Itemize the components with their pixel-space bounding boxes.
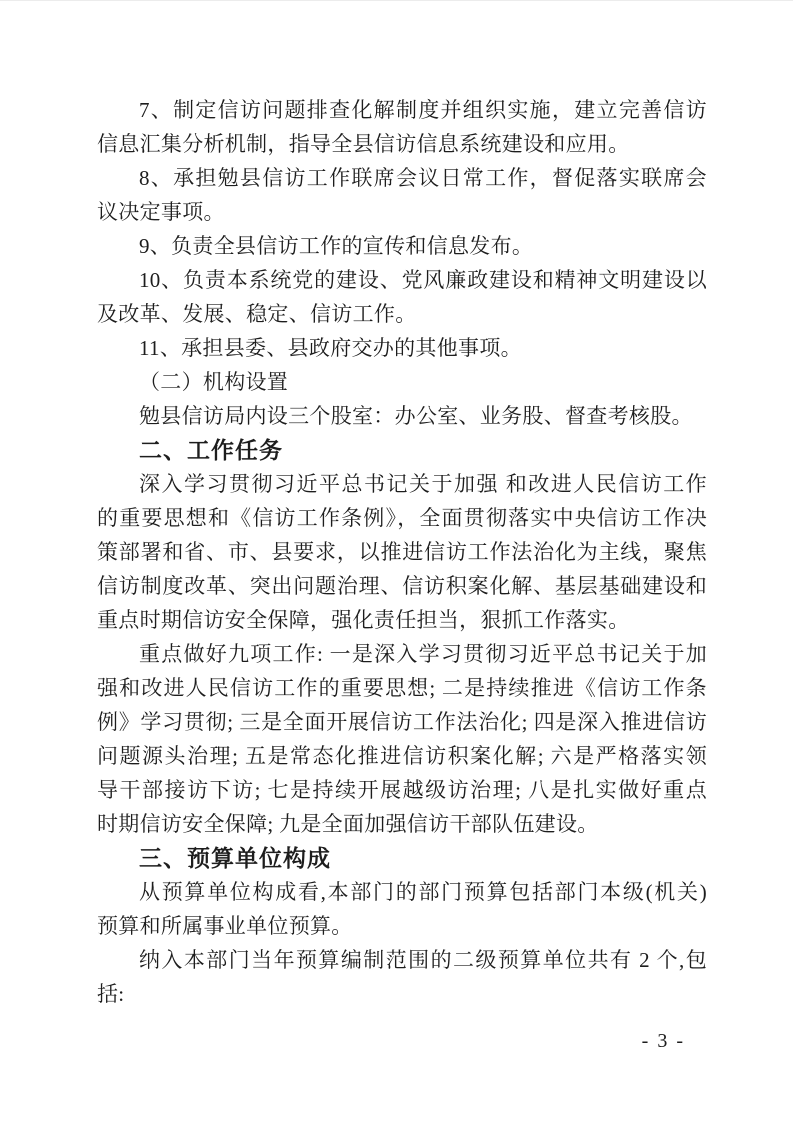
text-line: 重点时期信访安全保障，强化责任担当，狠抓工作落实。 xyxy=(97,608,630,632)
text-line: 10、负责本系统党的建设、党风廉政建设和精神文明建设以 xyxy=(139,268,707,292)
text-line: 及改革、发展、稳定、信访工作。 xyxy=(97,302,417,326)
text-line: 时期信访安全保障; 九是全面加强信访干部队伍建设。 xyxy=(97,812,599,836)
text-line: 预算和所属事业单位预算。 xyxy=(97,914,353,938)
text-line: 问题源头治理; 五是常态化推进信访积案化解; 六是严格落实领 xyxy=(97,744,707,768)
text-line: 的重要思想和《信访工作条例》，全面贯彻落实中央信访工作决 xyxy=(97,506,707,530)
text-line: 议决定事项。 xyxy=(97,200,225,224)
text-line: 策部署和省、市、县要求，以推进信访工作法治化为主线，聚焦 xyxy=(97,540,707,564)
text-line: 8、承担勉县信访工作联席会议日常工作，督促落实联席会 xyxy=(139,166,707,190)
text-line: 重点做好九项工作: 一是深入学习贯彻习近平总书记关于加 xyxy=(139,642,707,666)
page-number: - 3 - xyxy=(641,1030,685,1052)
document-body xyxy=(97,93,707,1011)
text-line: 9、负责全县信访工作的宣传和信息发布。 xyxy=(139,234,534,258)
text-line: 勉县信访局内设三个股室：办公室、业务股、督查考核股。 xyxy=(139,404,693,428)
text-line: （二）机构设置 xyxy=(139,370,289,394)
text-line: 括: xyxy=(97,982,125,1006)
text-line: 纳入本部门当年预算编制范围的二级预算单位共有 2 个,包 xyxy=(139,948,707,972)
text-line: 从预算单位构成看,本部门的部门预算包括部门本级(机关) xyxy=(139,880,707,904)
text-line: 导干部接访下访; 七是持续开展越级访治理; 八是扎实做好重点 xyxy=(97,778,707,802)
text-line: 例》学习贯彻; 三是全面开展信访工作法治化; 四是深入推进信访 xyxy=(97,710,707,734)
section-heading: 二、工作任务 xyxy=(139,437,283,463)
text-line: 深入学习贯彻习近平总书记关于加强 和改进人民信访工作 xyxy=(139,472,707,496)
text-line: 7、制定信访问题排查化解制度并组织实施，建立完善信访 xyxy=(139,98,707,122)
section-heading: 三、预算单位构成 xyxy=(139,845,331,871)
text-line: 信息汇集分析机制，指导全县信访信息系统建设和应用。 xyxy=(97,132,630,156)
text-line: 11、承担县委、县政府交办的其他事项。 xyxy=(139,336,522,360)
text-line: 强和改进人民信访工作的重要思想; 二是持续推进《信访工作条 xyxy=(97,676,707,700)
text-line: 信访制度改革、突出问题治理、信访积案化解、基层基础建设和 xyxy=(97,574,707,598)
